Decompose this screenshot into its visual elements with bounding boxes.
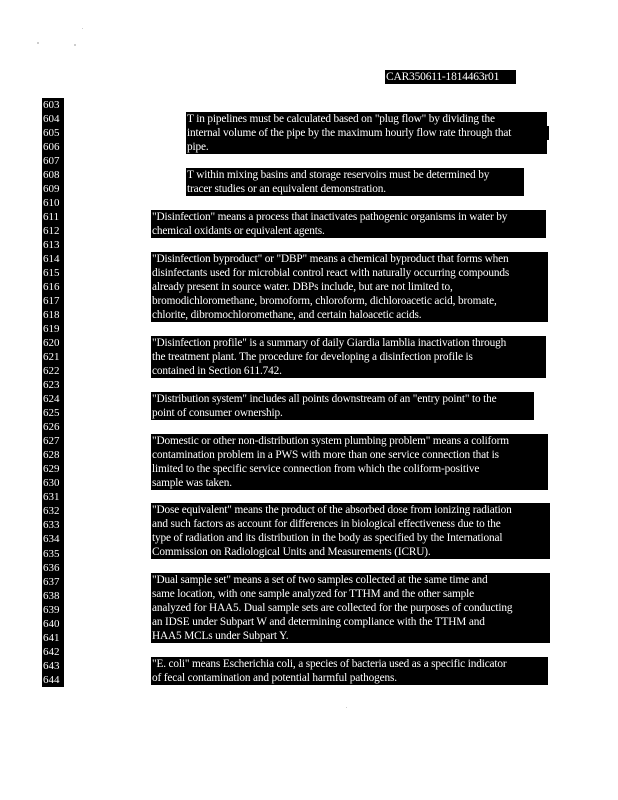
line-number: 644	[43, 673, 60, 686]
text-line: "E. coli" means Escherichia coli, a species of bacteria used as a specific indicator	[151, 657, 548, 671]
line-number: 614	[43, 253, 60, 266]
line-number: 627	[43, 435, 60, 448]
line-number: 626	[43, 421, 60, 434]
line-number: 642	[43, 645, 60, 658]
line-number: 628	[43, 449, 60, 462]
line-number: 618	[43, 309, 60, 322]
line-number: 633	[43, 519, 60, 532]
line-number: 636	[43, 561, 60, 574]
line-number: 604	[43, 113, 60, 126]
line-number: 612	[43, 225, 60, 238]
text-line: sample was taken.	[151, 476, 548, 490]
line-number: 634	[43, 533, 60, 546]
text-line: bromodichloromethane, bromoform, chloroform, dichloroacetic acid, bromate,	[151, 294, 548, 308]
scan-speck	[346, 707, 347, 708]
line-number: 606	[43, 141, 60, 154]
paragraph-mixing-basins	[186, 168, 524, 196]
text-line: pipe.	[186, 140, 547, 154]
text-line: chemical oxidants or equivalent agents.	[151, 224, 546, 238]
text-line: of fecal contamination and potential harmful pathogens.	[151, 671, 548, 685]
paragraph-disinfection-profile	[151, 336, 546, 378]
line-number: 617	[43, 295, 60, 308]
line-number: 603	[43, 99, 60, 111]
line-number: 620	[43, 337, 60, 350]
line-number: 629	[43, 463, 60, 476]
line-number: 610	[43, 197, 60, 210]
paragraph-disinfection-byproduct	[151, 252, 548, 322]
line-number: 609	[43, 183, 60, 196]
text-line: same location, with one sample analyzed for TTHM and the other sample	[151, 587, 550, 601]
text-line: an IDSE under Subpart W and determining compliance with the TTHM and	[151, 615, 550, 629]
text-line: and such factors as account for differences in biological effectiveness due to the	[151, 517, 550, 531]
text-line: "Dual sample set" means a set of two samples collected at the same time and	[151, 573, 550, 587]
paragraph-dual-sample-set	[151, 573, 550, 643]
line-number: 638	[43, 589, 60, 602]
line-number: 608	[43, 169, 60, 182]
paragraph-distribution-system	[151, 392, 534, 420]
scan-speck	[82, 28, 83, 29]
line-number: 621	[43, 351, 60, 364]
text-line: Commission on Radiological Units and Measurements (ICRU).	[151, 545, 550, 559]
line-number-column	[42, 98, 64, 687]
text-line: "Disinfection profile" is a summary of daily Giardia lamblia inactivation through	[151, 336, 546, 350]
line-number: 630	[43, 477, 60, 490]
text-line: "Distribution system" includes all points downstream of an "entry point" to the	[151, 392, 534, 406]
line-number: 637	[43, 575, 60, 588]
line-number: 622	[43, 365, 60, 378]
line-number: 623	[43, 379, 60, 392]
text-line: "Domestic or other non-distribution system plumbing problem" means a coliform	[151, 434, 548, 448]
text-line: T within mixing basins and storage reservoirs must be determined by	[186, 168, 524, 182]
document-header-code: CAR350611-1814463r01	[385, 70, 516, 84]
line-number: 615	[43, 267, 60, 280]
line-number: 640	[43, 617, 60, 630]
line-number: 631	[43, 491, 60, 504]
line-number: 605	[43, 127, 60, 140]
text-line: disinfectants used for microbial control react with naturally occurring compounds	[151, 266, 548, 280]
line-number: 619	[43, 323, 60, 336]
text-line: internal volume of the pipe by the maximum hourly flow rate through that	[186, 126, 549, 140]
text-line: analyzed for HAA5. Dual sample sets are collected for the purposes of conducting	[151, 601, 550, 615]
text-line: "Disinfection byproduct" or "DBP" means a chemical byproduct that forms when	[151, 252, 548, 266]
line-number: 625	[43, 407, 60, 420]
text-line: T in pipelines must be calculated based on "plug flow" by dividing the	[186, 112, 547, 126]
text-line: limited to the specific service connection from which the coliform-positive	[151, 462, 548, 476]
line-number: 635	[43, 547, 60, 560]
line-number: 611	[43, 211, 60, 224]
text-line: HAA5 MCLs under Subpart Y.	[151, 629, 550, 643]
text-line: type of radiation and its distribution in the body as specified by the International	[151, 531, 550, 545]
text-line: contamination problem in a PWS with more than one service connection that is	[151, 448, 548, 462]
text-line: chlorite, dibromochloromethane, and certain haloacetic acids.	[151, 308, 548, 322]
line-number: 641	[43, 631, 60, 644]
line-number: 624	[43, 393, 60, 406]
line-number: 643	[43, 659, 60, 672]
text-line: the treatment plant. The procedure for developing a disinfection profile is	[151, 350, 546, 364]
text-line: tracer studies or an equivalent demonstration.	[186, 182, 524, 196]
text-line: point of consumer ownership.	[151, 406, 534, 420]
paragraph-dose-equivalent	[151, 503, 550, 559]
text-line: already present in source water. DBPs include, but are not limited to,	[151, 280, 548, 294]
paragraph-disinfection	[151, 210, 546, 238]
paragraph-e-coli	[151, 657, 548, 685]
paragraph-plug-flow	[186, 112, 549, 154]
line-number: 607	[43, 155, 60, 168]
line-number: 632	[43, 505, 60, 518]
text-line: "Dose equivalent" means the product of the absorbed dose from ionizing radiation	[151, 503, 550, 517]
scan-speck	[74, 44, 76, 46]
text-line: contained in Section 611.742.	[151, 364, 546, 378]
line-number: 616	[43, 281, 60, 294]
paragraph-plumbing-problem	[151, 434, 548, 490]
scan-speck	[37, 42, 39, 44]
line-number: 613	[43, 239, 60, 252]
line-number: 639	[43, 603, 60, 616]
text-line: "Disinfection" means a process that inactivates pathogenic organisms in water by	[151, 210, 546, 224]
